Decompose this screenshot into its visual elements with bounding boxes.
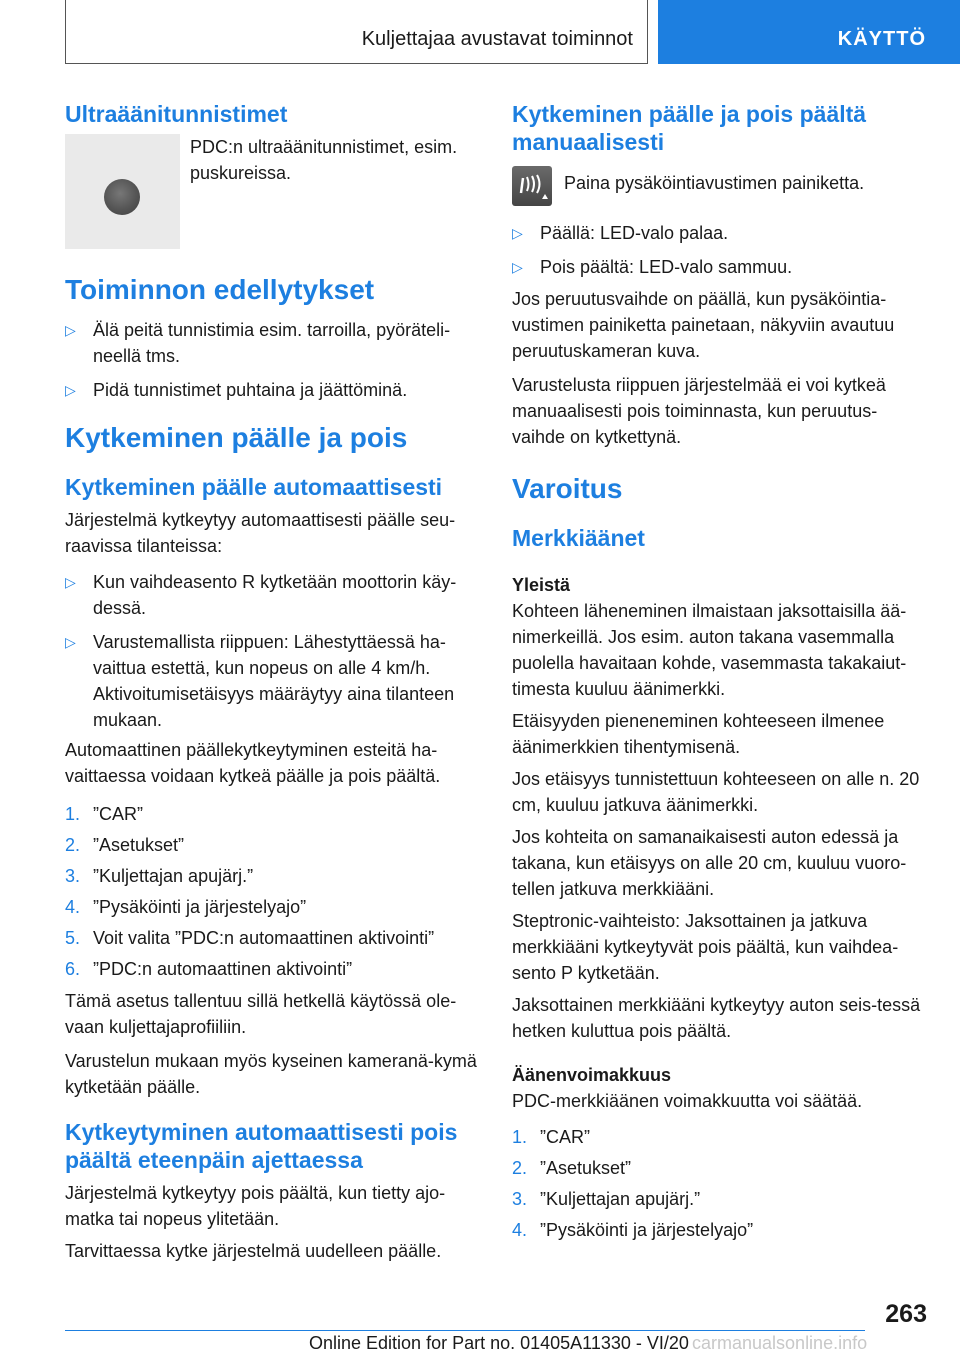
list-item-text: Päällä: LED-valo palaa. <box>540 223 729 243</box>
page-number: 263 <box>885 1300 927 1328</box>
auto-on-text-2: Automaattinen päällekytkeytyminen esteitä ha-vaittaessa voidaan kytkeä päälle ja pois päältä. <box>65 740 441 786</box>
list-item <box>512 254 924 280</box>
parking-assist-button-icon <box>512 166 552 206</box>
pdc-button-row <box>512 166 924 206</box>
step-text: Voit valita ”PDC:n automaattinen aktivointi” <box>93 928 435 948</box>
manual-text: Paina pysäköintiavustimen painiketta. <box>564 173 865 193</box>
manual-paragraph-2: Varustelusta riippuen järjestelmää ei voi kytkeä manuaalisesti pois toiminnasta, kun peruutus-vaihde on kytkettynä. <box>512 375 886 447</box>
step-number: 1. <box>65 804 81 824</box>
step-text: ”Kuljettajan apujärj.” <box>93 866 254 886</box>
sensor-disc-icon <box>104 179 140 215</box>
list-item-text: Pidä tunnistimet puhtaina ja jäättöminä. <box>93 380 408 400</box>
header-section-title: Kuljettajaa avustavat toiminnot <box>361 28 633 50</box>
step-number: 1. <box>512 1127 528 1147</box>
triangle-bullet-icon: ▷ <box>65 634 76 650</box>
list-item <box>65 377 477 403</box>
step-text: ”Kuljettajan apujärj.” <box>540 1189 701 1209</box>
volume-text: PDC-merkkiäänen voimakkuutta voi säätää. <box>512 1091 863 1111</box>
manual-heading: Kytkeminen päälle ja pois päältä manuaalisesti <box>512 101 867 155</box>
warning-heading: Varoitus <box>512 473 623 504</box>
steps-list-right <box>512 1124 924 1243</box>
auto-off-text-1: Järjestelmä kytkeytyy pois päältä, kun tietty ajo-matka tai nopeus ylitetään. <box>65 1183 446 1229</box>
step-text: ”Asetukset” <box>540 1158 632 1178</box>
step-item <box>65 956 477 982</box>
auto-off-heading: Kytkeytyminen automaattisesti pois päältä eteenpäin ajettaessa <box>65 1119 458 1173</box>
auto-on-heading: Kytkeminen päälle automaattisesti <box>65 474 443 500</box>
list-item <box>512 220 924 246</box>
footer-edition: Online Edition for Part no. 01405A11330 - VI/20 <box>309 1333 689 1353</box>
header-chapter-title: KÄYTTÖ <box>837 28 926 50</box>
triangle-bullet-icon: ▷ <box>512 259 523 275</box>
header-section-box <box>65 0 648 64</box>
footer-watermark: carmanualsonline.info <box>692 1333 868 1353</box>
right-column <box>512 100 924 1243</box>
steps-after-text-1: Tämä asetus tallentuu sillä hetkellä käytössä ole-vaan kuljettajaprofiiliin. <box>65 991 457 1037</box>
steps-list-left <box>65 801 477 982</box>
general-paragraph-3: Jos etäisyys tunnistettuun kohteeseen on alle n. 20 cm, kuuluu jatkuva äänimerkki. <box>512 769 920 815</box>
steps-after-text-2: Varustelun mukaan myös kyseinen kameranä-kymä kytketään päälle. <box>65 1051 477 1097</box>
step-number: 3. <box>65 866 81 886</box>
step-item <box>512 1217 924 1243</box>
step-item <box>512 1124 924 1150</box>
general-paragraph-1: Kohteen läheneminen ilmaistaan jaksottaisilla ää-nimerkeillä. Jos esim. auton takana vasemmalla puolella havaitaan kohde, vasemmasta takakaiut-timesta kuuluu äänimerkki. <box>512 601 907 699</box>
list-item-text: Pois päältä: LED-valo sammuu. <box>540 257 793 277</box>
switch-heading: Kytkeminen päälle ja pois <box>65 422 408 453</box>
step-text: ”Pysäköinti ja järjestelyajo” <box>93 897 307 917</box>
left-column <box>65 100 477 1264</box>
step-item <box>65 925 477 951</box>
list-item-text: Älä peitä tunnistimia esim. tarroilla, pyöräteli-neellä tms. <box>93 320 451 366</box>
sensors-text: PDC:n ultraäänitunnistimet, esim. puskureissa. <box>190 137 458 183</box>
triangle-bullet-icon: ▷ <box>512 225 523 241</box>
general-heading: Yleistä <box>512 575 571 595</box>
footer-divider <box>65 1330 865 1331</box>
step-number: 2. <box>65 835 81 855</box>
step-item <box>512 1186 924 1212</box>
step-item <box>65 894 477 920</box>
step-number: 3. <box>512 1189 528 1209</box>
triangle-bullet-icon: ▷ <box>65 322 76 338</box>
general-paragraph-4: Jos kohteita on samanaikaisesti auton edessä ja takana, kun etäisyys on alle 20 cm, kuuluu vuoro-tellen jatkuva merkkiääni. <box>512 827 907 899</box>
general-paragraph-5: Steptronic-vaihteisto: Jaksottainen ja jatkuva merkkiääni kytkeytyvät pois päältä, kun vaihdea-sento P kytketään. <box>512 911 899 983</box>
triangle-bullet-icon: ▷ <box>65 574 76 590</box>
list-item <box>65 569 477 621</box>
list-item-text: Varustemallista riippuen: Lähestyttäessä ha-vaittua estettä, kun nopeus on alle 4 km/h. Aktivoitumisetäisyys määräytyy aina tilanteen mukaan. <box>93 632 455 730</box>
step-number: 6. <box>65 959 81 979</box>
manual-paragraph-1: Jos peruutusvaihde on päällä, kun pysäköintia-vustimen painiketta painetaan, näkyviin avautuu peruutuskameran kuva. <box>512 289 895 361</box>
volume-heading: Äänenvoimakkuus <box>512 1065 672 1085</box>
header-chapter-tab[interactable] <box>658 0 960 64</box>
step-text: ”Asetukset” <box>93 835 185 855</box>
beeps-heading: Merkkiäänet <box>512 525 645 551</box>
step-item <box>65 832 477 858</box>
step-number: 2. <box>512 1158 528 1178</box>
step-text: ”PDC:n automaattinen aktivointi” <box>93 959 353 979</box>
list-item-text: Kun vaihdeasento R kytketään moottorin käy-dessä. <box>93 572 457 618</box>
step-item <box>65 863 477 889</box>
triangle-bullet-icon: ▷ <box>65 382 76 398</box>
step-number: 4. <box>512 1220 528 1240</box>
step-text: ”CAR” <box>93 804 143 824</box>
requirements-heading: Toiminnon edellytykset <box>65 274 375 305</box>
general-paragraph-2: Etäisyyden pieneneminen kohteeseen ilmenee äänimerkkien tihentymisenä. <box>512 711 885 757</box>
step-number: 5. <box>65 928 81 948</box>
auto-off-text-2: Tarvittaessa kytke järjestelmä uudelleen päälle. <box>65 1241 442 1261</box>
step-text: ”Pysäköinti ja järjestelyajo” <box>540 1220 754 1240</box>
sensor-figure-row <box>65 134 477 249</box>
list-item <box>65 629 477 733</box>
step-item <box>512 1155 924 1181</box>
step-text: ”CAR” <box>540 1127 590 1147</box>
sensors-heading: Ultraäänitunnistimet <box>65 101 288 127</box>
general-paragraph-6: Jaksottainen merkkiääni kytkeytyy auton seis-tessä hetken kuluttua pois päältä. <box>512 995 921 1041</box>
auto-on-text: Järjestelmä kytkeytyy automaattisesti päälle seu-raavissa tilanteissa: <box>65 510 456 556</box>
list-item <box>65 317 477 369</box>
step-item <box>65 801 477 827</box>
step-number: 4. <box>65 897 81 917</box>
ultrasonic-sensor-image <box>65 134 180 249</box>
